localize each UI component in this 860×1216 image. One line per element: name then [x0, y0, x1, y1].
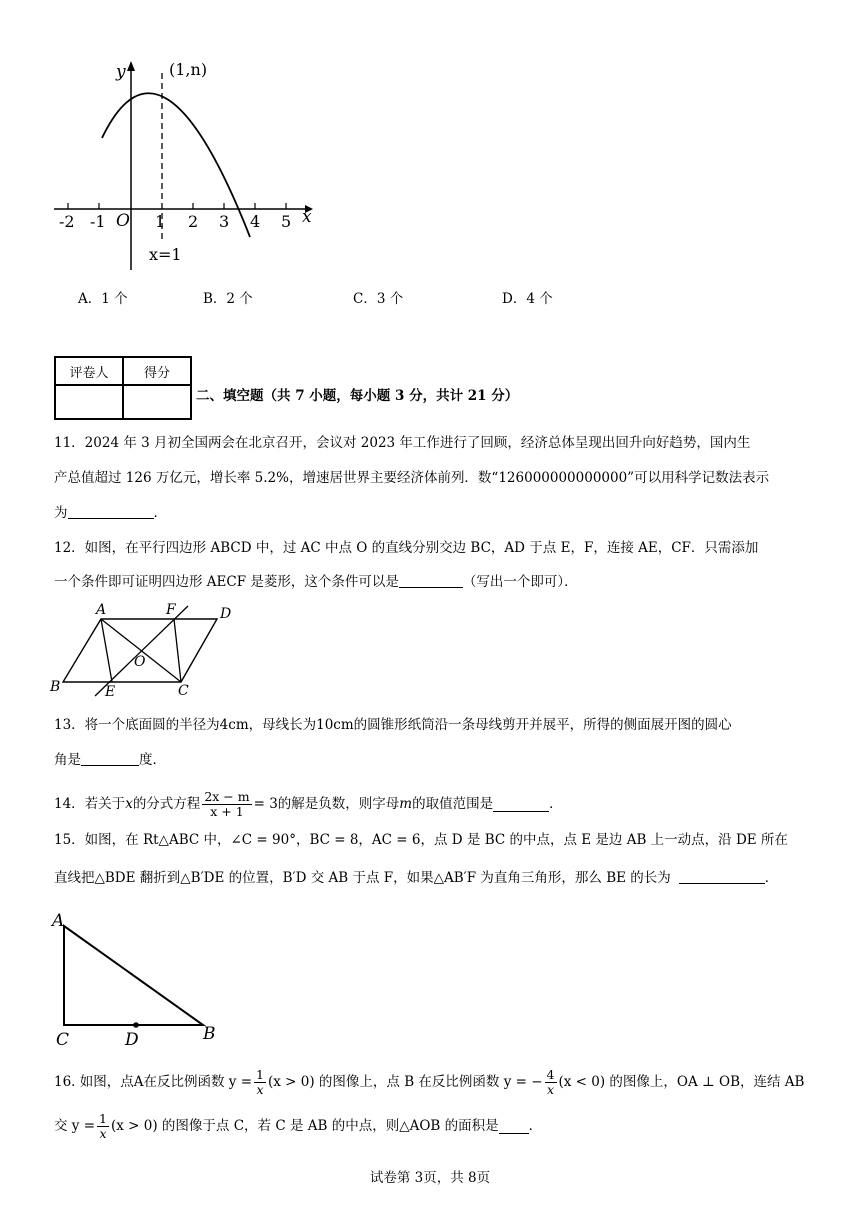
segment-cf — [174, 619, 181, 682]
q16-line1 — [54, 1064, 804, 1100]
choice-text: 3 个 — [376, 291, 404, 307]
y-axis-label: y — [116, 62, 126, 82]
choice-a[interactable] — [78, 287, 128, 307]
q15-line2 — [54, 868, 778, 888]
q16-fraction-3 — [97, 1112, 109, 1141]
q12-answer-blank[interactable] — [399, 573, 463, 588]
y-axis-arrow — [127, 61, 135, 71]
q13-line1: 13．将一个底面圆的半径为4cm，母线长为10cm的圆锥形纸筒沿一条母线剪开并展平，所得的侧面展开图的圆心 — [54, 717, 732, 733]
q15-prefix: 直线把△BDE 翻折到△B′DE 的位置，B′D 交 AB 于点 F，如果△AB′F 为直角三角形，那么 BE 的长为 — [54, 870, 671, 886]
q11-prefix: 为 — [54, 505, 68, 521]
q16-answer-blank[interactable] — [499, 1119, 529, 1134]
tick-label: 2 — [188, 212, 199, 231]
q16-text-d: 交 y = — [54, 1118, 96, 1134]
point-label-e: E — [105, 684, 116, 700]
q14-answer-blank[interactable] — [493, 797, 549, 812]
tick-label: -2 — [59, 212, 75, 231]
fraction-numerator: 4 — [546, 1066, 555, 1082]
q14-equals: = 3 — [253, 796, 278, 812]
fraction-denominator: x — [546, 1081, 555, 1097]
page-footer: 试卷第 3页，共 8页 — [369, 1170, 491, 1186]
choice-letter: D． — [502, 291, 527, 307]
point-label-d: D — [125, 1030, 139, 1050]
q11-answer-blank[interactable] — [68, 504, 154, 519]
choice-b[interactable] — [203, 287, 253, 307]
q14-end: ． — [549, 796, 563, 812]
choice-d[interactable] — [502, 287, 553, 307]
fraction-numerator: 1 — [99, 1110, 107, 1126]
choice-c[interactable] — [353, 287, 403, 307]
choice-letter: A． — [78, 291, 102, 307]
section-title: 二、填空题（共 7 小题，每小题 3 分，共计 21 分） — [196, 388, 519, 404]
fraction-numerator: 1 — [256, 1066, 264, 1082]
q15-suffix: ． — [764, 870, 779, 886]
q12-suffix: （写出一个即可）． — [462, 574, 578, 590]
q13-answer-blank[interactable] — [81, 751, 139, 766]
q13-prefix: 角是 — [54, 752, 81, 768]
q14-after: 的解是负数，则字母 — [277, 796, 400, 812]
q11-line1: 11．2024 年 3 月初全国两会在北京召开，会议对 2023 年工作进行了回顾，经济总体呈现出回升向好趋势，国内生 — [54, 435, 751, 451]
choice-text: 2 个 — [226, 291, 253, 307]
choice-text: 1 个 — [101, 291, 128, 307]
q14-var-x: x — [125, 796, 133, 812]
point-label-f: F — [166, 602, 176, 618]
diagonal-ac — [101, 619, 181, 682]
tick-label: 4 — [250, 212, 261, 231]
point-label-a: A — [96, 602, 107, 618]
q16-fraction-2 — [545, 1068, 557, 1097]
fraction-denominator: x — [256, 1081, 264, 1097]
q13-suffix: 度． — [139, 752, 166, 768]
point-label-o: O — [134, 654, 146, 670]
tick-label: -1 — [90, 212, 106, 231]
q14-var-m: m — [399, 796, 413, 812]
segment-ae — [101, 619, 112, 682]
vertex-label-c: C — [56, 1030, 70, 1050]
q14-mid: 的分式方程 — [132, 796, 201, 812]
q11-line2: 产总值超过 126 万亿元，增长率 5.2%，增速居世界主要经济体前列．数“126000000000000”可以用科学记数法表示 — [54, 470, 770, 486]
point-label-c: C — [178, 683, 189, 699]
vertex-label-b: B — [203, 1024, 216, 1044]
q13-line2 — [54, 750, 166, 770]
q16-text-b: (x > 0) 的图像上，点 B 在反比例函数 y = − — [267, 1074, 543, 1090]
origin-label: O — [116, 211, 130, 231]
parallelogram-figure — [48, 600, 248, 700]
q11-suffix: ． — [153, 505, 167, 521]
grader-table — [54, 356, 192, 420]
q16-line2 — [54, 1108, 542, 1144]
q16-fraction-1 — [254, 1068, 266, 1097]
q15-line1: 15．如图，在 Rt△ABC 中，∠C = 90°，BC = 8，AC = 6，点 D 是 BC 的中点，点 E 是边 AB 上一动点，沿 DE 所在 — [54, 832, 788, 848]
right-triangle-figure — [48, 904, 238, 1052]
tick-label: 1 — [155, 212, 166, 231]
choice-text: 4 个 — [526, 291, 553, 307]
point-d-dot — [133, 1022, 139, 1028]
choice-letter: B． — [203, 291, 227, 307]
q14-fraction-denominator: x + 1 — [210, 803, 244, 819]
q16-text-a: 16. 如图，点A在反比例函数 y = — [54, 1074, 253, 1090]
q11-line3 — [54, 503, 167, 523]
q16-text-f: ． — [528, 1118, 543, 1134]
q14-prefix: 14．若关于 — [54, 796, 126, 812]
q12-line1: 12．如图，在平行四边形 ABCD 中，过 AC 中点 O 的直线分别交边 BC，AD 于点 E，F，连接 AE，CF．只需添加 — [54, 540, 759, 556]
q12-prefix: 一个条件即可证明四边形 AECF 是菱形，这个条件可以是 — [54, 574, 399, 590]
symmetry-axis-label: x=1 — [149, 245, 182, 264]
fraction-denominator: x — [99, 1125, 107, 1141]
q16-text-e: (x > 0) 的图像于点 C，若 C 是 AB 的中点，则△AOB 的面积是 — [110, 1118, 499, 1134]
grader-cell[interactable] — [55, 385, 123, 419]
vertex-label-a: A — [52, 911, 65, 931]
choice-letter: C． — [353, 291, 377, 307]
score-cell[interactable] — [123, 385, 191, 419]
x-axis-label: x — [302, 207, 312, 227]
q16-text-c: (x < 0) 的图像上，OA ⊥ OB，连结 AB — [558, 1074, 805, 1090]
q14-suffix: 的取值范围是 — [412, 796, 494, 812]
tick-label: 3 — [219, 212, 230, 231]
score-header: 得分 — [123, 357, 191, 385]
q15-answer-blank[interactable] — [679, 869, 765, 884]
q14-fraction — [202, 790, 251, 819]
q12-line2 — [54, 572, 578, 592]
parabola-graph — [50, 55, 330, 275]
q14-fraction-numerator: 2x − m — [204, 788, 250, 804]
grader-header: 评卷人 — [55, 357, 123, 385]
point-label-b: B — [50, 679, 61, 695]
triangle-abc — [64, 926, 203, 1025]
vertex-label: (1,n) — [169, 60, 208, 79]
point-label-d: D — [220, 606, 232, 622]
q14-line — [54, 786, 563, 822]
tick-label: 5 — [281, 212, 292, 231]
